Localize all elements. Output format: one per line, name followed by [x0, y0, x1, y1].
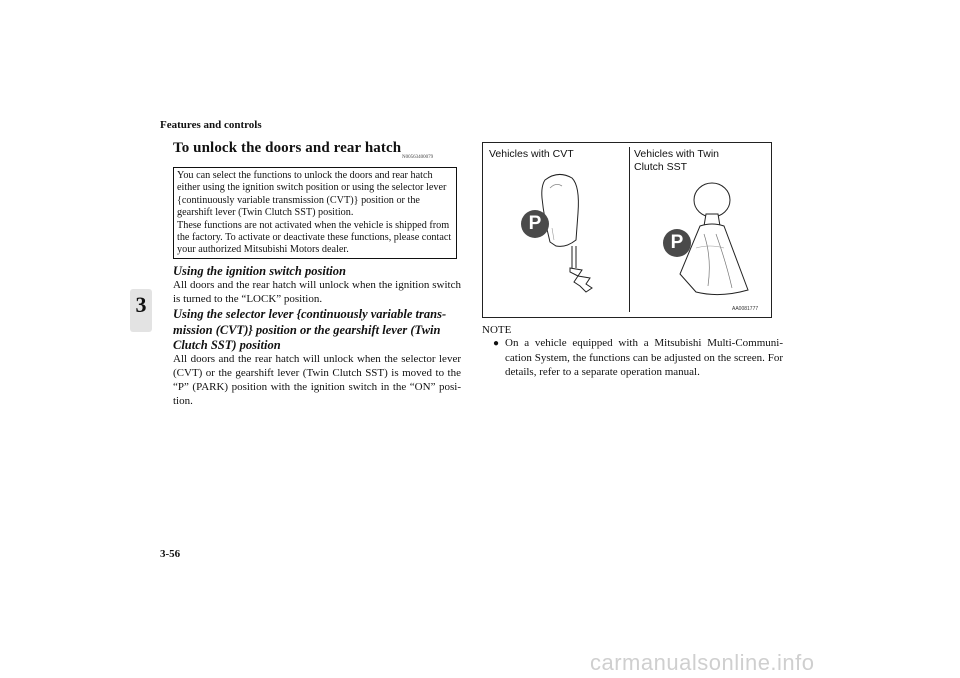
note-item: [493, 336, 783, 379]
info-box: [173, 167, 457, 259]
running-header: Features and controls: [160, 119, 262, 131]
info-paragraph-1: You can select the functions to unlock the doors and rear hatch either using the ignition switch position or using the selector lever {continuously variable transmission (CVT)} position or the gearshift lever (Twin Clutch SST) position.: [177, 170, 447, 219]
subsection-2-body: All doors and the rear hatch will unlock when the selector lever (CVT) or the gearshift lever (Twin Clutch SST) is moved to the “P” (PARK) position with the ignition switch in the “ON” posi-tion.: [173, 353, 461, 407]
figure-label-cvt: Vehicles with CVT: [489, 148, 574, 160]
figure-code: AA0081777: [732, 306, 759, 312]
bullet-icon: ●: [493, 338, 500, 349]
page-number: 3-56: [160, 548, 181, 560]
section-code: N00563400079: [402, 155, 434, 160]
watermark: carmanualsonline.info: [590, 650, 815, 675]
park-badge-twin-clutch: [663, 229, 691, 257]
figure-divider: [629, 147, 630, 312]
park-badge-cvt: [521, 210, 549, 238]
cvt-selector-lever-illustration: [500, 168, 620, 303]
subsection-1-title: Using the ignition switch position: [173, 264, 346, 278]
subsection-2-title: Using the selector lever {continuously variable trans-mission (CVT)} position or the gearshift lever (Twin Clutch SST) position: [173, 307, 447, 352]
section-title: To unlock the doors and rear hatch: [173, 140, 402, 156]
figure-label-twin-clutch: Vehicles with Twin Clutch SST: [634, 148, 720, 173]
note-heading: NOTE: [482, 324, 512, 336]
chapter-number: 3: [135, 292, 147, 317]
info-paragraph-2: These functions are not activated when the vehicle is shipped from the factory. To activate or deactivate these functions, please contact your authorized Mitsubishi Motors dealer.: [177, 219, 452, 256]
subsection-1-body: All doors and the rear hatch will unlock when the ignition switch is turned to the “LOCK” position.: [173, 279, 461, 305]
park-badge-cvt-letter: P: [528, 213, 542, 234]
note-item-text: On a vehicle equipped with a Mitsubishi Multi-Communi-cation System, the functions can be adjusted on the screen. For details, refer to a separate operation manual.: [505, 337, 783, 378]
park-badge-twin-clutch-letter: P: [670, 232, 684, 253]
